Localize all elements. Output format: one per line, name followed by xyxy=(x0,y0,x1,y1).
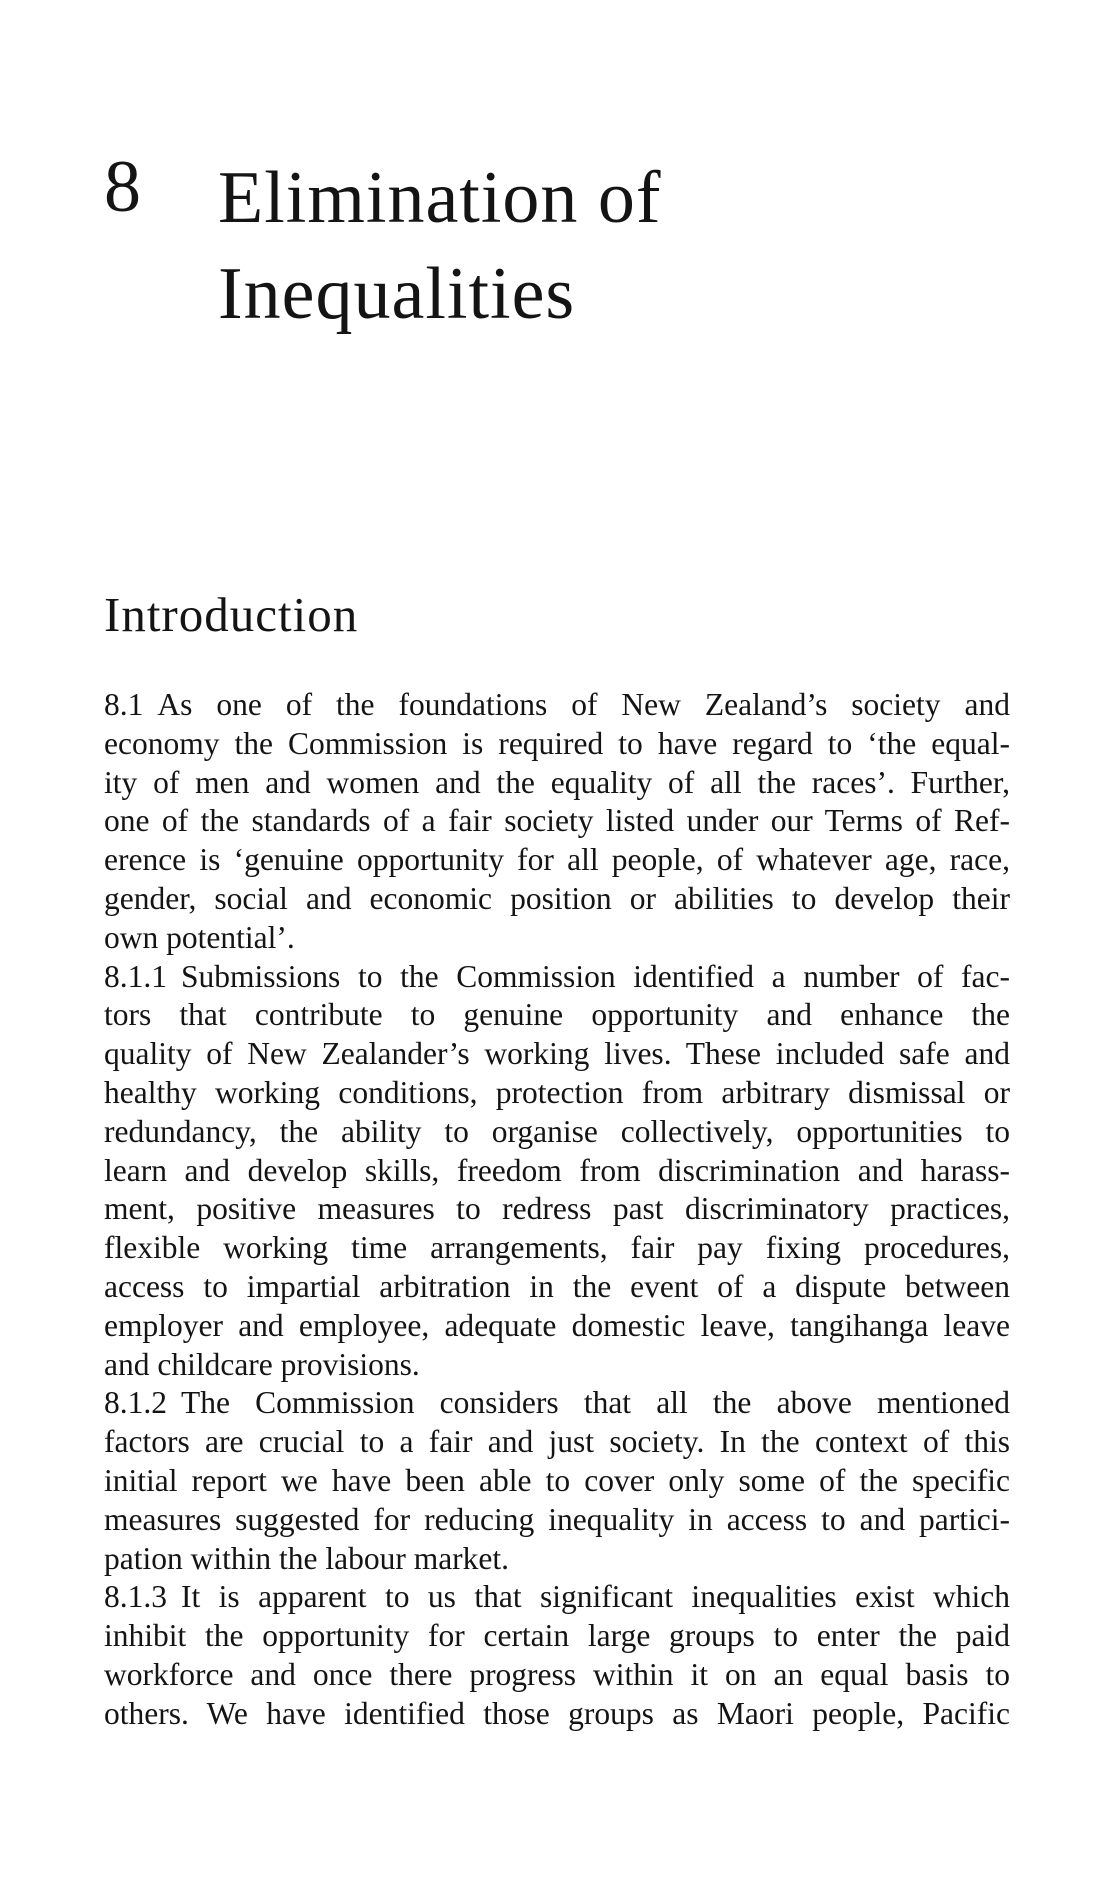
paragraph-line xyxy=(104,1578,1010,1617)
chapter-title-line-1: Elimination of xyxy=(218,157,662,239)
paragraph-line: quality of New Zealander’s working lives. These included safe and xyxy=(104,1036,1010,1072)
paragraph-text: It is apparent to us that significant inequalities exist which xyxy=(181,1579,1010,1615)
paragraph-line: healthy working conditions, protection from arbitrary dismissal or xyxy=(104,1074,1010,1110)
paragraph-line: and childcare provisions. xyxy=(104,1346,420,1382)
paragraph-line: initial report we have been able to cover only some of the specific xyxy=(104,1462,1010,1498)
paragraph-line: one of the standards of a fair society listed under our Terms of Ref- xyxy=(104,803,1010,839)
paragraph-line: own potential’. xyxy=(104,919,295,955)
paragraph-line: redundancy, the ability to organise collectively, opportunities to xyxy=(104,1113,1010,1149)
chapter-title-line-2: Inequalities xyxy=(218,253,576,335)
paragraph-line xyxy=(104,686,1010,725)
paragraph-line: factors are crucial to a fair and just society. In the context of this xyxy=(104,1424,1010,1460)
paragraph-number: 8.1.1 xyxy=(104,958,167,994)
paragraph-line: learn and develop skills, freedom from discrimination and harass- xyxy=(104,1152,1010,1188)
paragraph-line xyxy=(104,1384,1010,1423)
section-heading: Introduction xyxy=(104,587,359,642)
paragraph-line: flexible working time arrangements, fair pay fixing procedures, xyxy=(104,1230,1010,1266)
paragraph-number: 8.1.2 xyxy=(104,1385,167,1421)
paragraph-line: others. We have identified those groups as Maori people, Pacific xyxy=(104,1695,1010,1731)
paragraph-line: tors that contribute to genuine opportunity and enhance the xyxy=(104,997,1010,1033)
paragraph-line: ity of men and women and the equality of all the races’. Further, xyxy=(104,764,1010,800)
paragraph-line: erence is ‘genuine opportunity for all people, of whatever age, race, xyxy=(104,842,1010,878)
paragraph-line xyxy=(104,958,1010,997)
paragraph-line: pation within the labour market. xyxy=(104,1540,510,1576)
paragraph-line: employer and employee, adequate domestic leave, tangihanga leave xyxy=(104,1307,1010,1343)
paragraph-line: workforce and once there progress within it on an equal basis to xyxy=(104,1656,1010,1692)
paragraph-line: gender, social and economic position or abilities to develop their xyxy=(104,880,1010,916)
paragraph-number: 8.1 xyxy=(104,687,144,722)
chapter-number: 8 xyxy=(104,146,142,228)
paragraph-line: economy the Commission is required to have regard to ‘the equal- xyxy=(104,725,1010,761)
paragraph-line: inhibit the opportunity for certain large groups to enter the paid xyxy=(104,1618,1010,1654)
paragraph-text: Submissions to the Commission identified a number of fac- xyxy=(181,958,1010,994)
chapter-title xyxy=(218,150,662,342)
paragraph-line: access to impartial arbitration in the event of a dispute between xyxy=(104,1268,1010,1304)
paragraph-text: As one of the foundations of New Zealand’s society and xyxy=(157,687,1010,722)
paragraph-text: The Commission considers that all the above mentioned xyxy=(181,1385,1010,1421)
paragraph-line: measures suggested for reducing inequality in access to and partici- xyxy=(104,1501,1010,1537)
paragraph-number: 8.1.3 xyxy=(104,1579,167,1615)
body-text xyxy=(104,686,1010,1734)
paragraph-line: ment, positive measures to redress past discriminatory practices, xyxy=(104,1191,1010,1227)
